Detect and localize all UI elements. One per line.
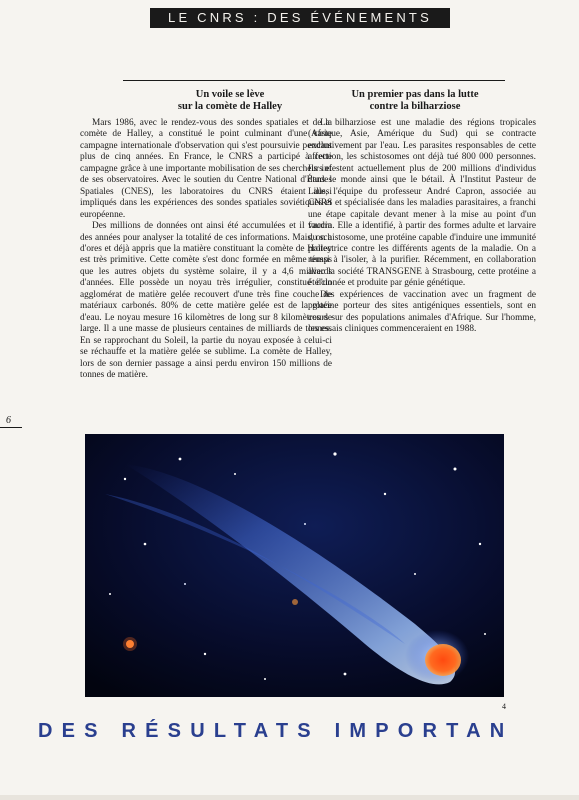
left-title-line-1: Un voile se lève <box>195 89 265 100</box>
left-column-rule <box>123 80 335 81</box>
bottom-edge <box>0 795 579 800</box>
left-title-line-2: sur la comète de Halley <box>177 101 283 112</box>
right-column-rule <box>322 80 505 81</box>
right-article-body <box>308 118 536 336</box>
photo-number: 4 <box>502 702 506 711</box>
page-number: 6 <box>6 415 11 426</box>
left-paragraph-1: Mars 1986, avec le rendez-vous des sondes spatiales et de la comète de Halley, a constitué le point culminant d'une vaste campagne internationale d'observation qui s'est poursuivie pendant plus de cinq années. En France, le CNRS a participé à cette campagne grâce à une importante mobilisation de ses chercheurs et de ses observatoires. Avec le soutien du Centre National d'Études Spatiales (CNES), les laboratoires du CNRS étaient aussi impliqués dans les expériences des sondes spatiales soviétiques et européenne. <box>80 118 332 220</box>
footer-banner: DES RÉSULTATS IMPORTAN <box>38 720 514 742</box>
right-paragraph-2: Des expériences de vaccination avec un fragment de protéine porteur des sites antigéniques essentiels, sont en cours sur des populations animales d'Afrique. Sur l'homme, les essais cliniques commenceraient en 1988. <box>308 289 536 335</box>
comet-illustration <box>85 434 504 697</box>
right-article-title <box>305 89 525 113</box>
header-band <box>150 8 450 28</box>
side-rule <box>0 427 22 428</box>
right-paragraph-1: La bilharziose est une maladie des régions tropicales (Afrique, Asie, Amérique du Sud) qui se contracte exclusivement par l'eau. Les parasites responsables de cette affection, les schistosomes ont déjà tué 800 000 personnes. Ils infestent actuellement plus de 200 millions d'individus dans le monde ainsi que le bétail. À l'Institut Pasteur de Lille, l'équipe du professeur André Capron, associée au CNRS et spécialisée dans les maladies parasitaires, a franchi une étape capitale devant mener à la mise au point d'un vaccin. Elle a identifié, à partir des formes adulte et larvaire du schistosome, une protéine capable d'induire une immunité protectrice contre les différents agents de la maladie. On a réussi à l'isoler, à la purifier. Récemment, en collaboration avec la société TRANSGENE à Strasbourg, cette protéine a été clonée et produite par génie génétique. <box>308 118 536 289</box>
left-paragraph-2: Des millions de données ont ainsi été accumulées et il faudra des années pour analyser la totalité de ces informations. Mais, on a d'ores et déjà appris que la matière constituant la comète de Halley est très primitive. Cette comète s'est donc formée en même temps que les autres objets du système solaire, il y a 4,6 milliards d'années. Elle possède un noyau très irrégulier, constitué d'un agglomérat de matière gelée recouvert d'une très fine couche de matériaux carbonés. 80% de cette matière gelée est de la glace d'eau. Le noyau mesure 16 kilomètres de long sur 8 kilomètres de large. Il a une masse de plusieurs centaines de milliards de tonnes. En se rapprochant du Soleil, la partie du noyau exposée à celui-ci se réchauffe et la matière gelée se sublime. La comète de Halley, lors de son dernier passage a ainsi perdu environ 150 millions de tonnes de matière. <box>80 221 332 380</box>
left-article-body <box>80 118 332 381</box>
section-title: LE CNRS : DES ÉVÉNEMENTS <box>168 10 432 25</box>
comet-photo <box>85 434 504 697</box>
right-title-line-1: Un premier pas dans la lutte <box>351 89 479 100</box>
right-title-line-2: contre la bilharziose <box>369 101 461 112</box>
